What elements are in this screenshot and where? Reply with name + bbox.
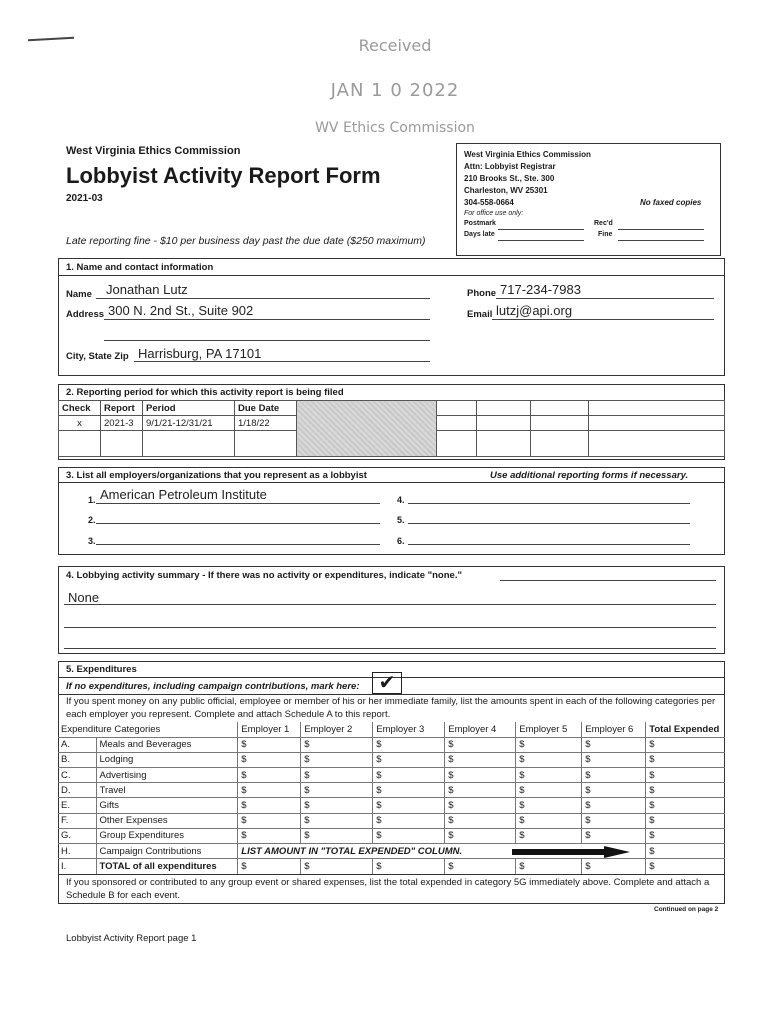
form-title: Lobbyist Activity Report Form [66, 163, 381, 188]
amount-cell[interactable]: $ [445, 828, 516, 843]
employer-2-field[interactable] [96, 523, 380, 524]
amount-cell[interactable]: $ [582, 768, 646, 783]
email-value[interactable]: lutzj@api.org [496, 303, 573, 318]
employer-4-field[interactable] [408, 503, 690, 504]
corner-mark [28, 37, 74, 41]
row-total-expenditures: TOTAL of all expenditures [96, 859, 238, 874]
stamp-date: JAN 1 0 2022 [330, 80, 460, 101]
amount-cell[interactable]: $ [445, 737, 516, 752]
col-categories: Expenditure Categories [58, 722, 238, 737]
email-label: Email [467, 309, 493, 320]
total-emp6[interactable]: $ [582, 859, 646, 874]
row-letter: H. [58, 844, 96, 859]
amount-cell[interactable]: $ [646, 783, 725, 798]
section-3-heading: 3. List all employers/organizations that you represent as a lobbyist [66, 470, 367, 481]
days-late-label: Days late [464, 231, 495, 238]
total-emp3[interactable]: $ [373, 859, 445, 874]
amount-cell[interactable]: $ [646, 737, 725, 752]
row-letter: F. [58, 813, 96, 828]
expenditure-row [58, 813, 725, 828]
col-report: Report [101, 401, 143, 416]
amount-cell[interactable]: $ [445, 768, 516, 783]
activity-summary-value[interactable]: None [68, 590, 100, 605]
amount-cell[interactable]: $ [301, 783, 373, 798]
col-employer-3: Employer 3 [373, 722, 445, 737]
row-category: Lodging [96, 752, 238, 767]
expenditure-instructions: If you spent money on any public official, employee or member of his or her immediate family, list the amounts spent in each of the following categories per each employer you represent. Complete and attach Schedule A to this report. [66, 696, 716, 720]
amount-cell[interactable]: $ [646, 752, 725, 767]
amount-cell[interactable]: $ [238, 737, 301, 752]
amount-cell[interactable]: $ [238, 783, 301, 798]
total-emp4[interactable]: $ [445, 859, 516, 874]
amount-cell[interactable]: $ [516, 813, 582, 828]
col-employer-5: Employer 5 [516, 722, 582, 737]
amount-cell[interactable]: $ [516, 752, 582, 767]
col-employer-4: Employer 4 [445, 722, 516, 737]
row-category: Advertising [96, 768, 238, 783]
mail-phone: 304-558-0664 [464, 198, 514, 207]
amount-cell[interactable]: $ [238, 752, 301, 767]
amount-cell[interactable]: $ [445, 813, 516, 828]
mail-line-1: West Virginia Ethics Commission [464, 150, 591, 159]
amount-cell[interactable]: $ [516, 828, 582, 843]
expenditure-row [58, 768, 725, 783]
amount-cell[interactable]: $ [445, 798, 516, 813]
amount-cell[interactable]: $ [646, 813, 725, 828]
col-employer-1: Employer 1 [238, 722, 301, 737]
additional-forms-note: Use additional reporting forms if necessary. [490, 470, 689, 481]
amount-cell[interactable]: $ [516, 798, 582, 813]
group-event-note: If you sponsored or contributed to any group event or shared expenses, list the total expended in category 5G immediately above. Complete and attach a Schedule B for each event. [66, 877, 710, 901]
postmark-label: Postmark [464, 220, 496, 227]
row-campaign-contributions: Campaign Contributions [96, 844, 238, 859]
due-date-value: 1/18/22 [235, 416, 297, 431]
col-employer-2: Employer 2 [301, 722, 373, 737]
amount-cell[interactable]: $ [301, 737, 373, 752]
report-value: 2021-3 [101, 416, 143, 431]
mail-line-4: Charleston, WV 25301 [464, 186, 548, 195]
expenditures-table [58, 722, 725, 874]
form-number: 2021-03 [66, 193, 103, 204]
amount-cell[interactable]: $ [301, 813, 373, 828]
employer-num-3: 3. [88, 536, 96, 546]
employer-1-value[interactable]: American Petroleum Institute [100, 487, 267, 502]
amount-cell[interactable]: $ [582, 752, 646, 767]
employer-num-5: 5. [397, 515, 405, 525]
amount-cell[interactable]: $ [373, 828, 445, 843]
mail-line-3: 210 Brooks St., Ste. 300 [464, 174, 555, 183]
amount-cell[interactable]: $ [373, 752, 445, 767]
row-letter: C. [58, 768, 96, 783]
recd-label: Rec'd [594, 220, 613, 227]
col-total: Total Expended [646, 722, 725, 737]
employer-3-field[interactable] [96, 544, 380, 545]
expenditure-row [58, 798, 725, 813]
amount-cell[interactable]: $ [301, 768, 373, 783]
employer-num-6: 6. [397, 536, 405, 546]
fine-label: Fine [598, 231, 613, 238]
row-category: Travel [96, 783, 238, 798]
reporting-period-table [58, 400, 725, 457]
row-letter: D. [58, 783, 96, 798]
no-expenditures-checkbox[interactable] [372, 672, 402, 694]
expenditure-row [58, 783, 725, 798]
employer-6-field[interactable] [408, 544, 690, 545]
row-letter: G. [58, 828, 96, 843]
check-mark: ✔ [378, 672, 396, 694]
employer-num-4: 4. [397, 495, 405, 505]
amount-cell[interactable]: $ [445, 752, 516, 767]
address-value[interactable]: 300 N. 2nd St., Suite 902 [108, 303, 254, 318]
amount-cell[interactable]: $ [238, 798, 301, 813]
section-2-heading: 2. Reporting period for which this activity report is being filed [66, 387, 344, 398]
amount-cell[interactable]: $ [373, 737, 445, 752]
employer-5-field[interactable] [408, 523, 690, 524]
redacted-area [297, 401, 437, 457]
amount-cell[interactable]: $ [301, 828, 373, 843]
amount-cell[interactable]: $ [373, 783, 445, 798]
amount-cell[interactable]: $ [646, 828, 725, 843]
expenditure-row [58, 752, 725, 767]
name-label: Name [66, 289, 92, 300]
total-all[interactable]: $ [649, 861, 655, 873]
amount-cell[interactable]: $ [646, 768, 725, 783]
page-footer: Lobbyist Activity Report page 1 [66, 933, 197, 944]
amount-cell[interactable]: $ [582, 813, 646, 828]
row-letter: E. [58, 798, 96, 813]
city-state-zip-value[interactable]: Harrisburg, PA 17101 [138, 346, 262, 361]
stamp-office: WV Ethics Commission [315, 120, 475, 136]
amount-cell[interactable]: $ [516, 737, 582, 752]
campaign-note-cell [238, 844, 582, 859]
mail-line-2: Attn: Lobbyist Registrar [464, 162, 556, 171]
expenditure-row [58, 737, 725, 752]
total-emp5[interactable]: $ [516, 859, 582, 874]
late-fine-note: Late reporting fine - $10 per business day past the due date ($250 maximum) [66, 235, 426, 247]
col-period: Period [143, 401, 235, 416]
stamp-received: Received [358, 36, 432, 55]
row-category: Meals and Beverages [96, 737, 238, 752]
section-1-heading: 1. Name and contact information [66, 262, 214, 273]
amount-cell[interactable]: $ [516, 768, 582, 783]
no-faxed-copies: No faxed copies [640, 198, 702, 207]
amount-cell[interactable]: $ [582, 798, 646, 813]
campaign-total[interactable]: $ [646, 844, 725, 859]
phone-value[interactable]: 717-234-7983 [500, 282, 581, 297]
amount-cell[interactable]: $ [646, 798, 725, 813]
row-category: Group Expenditures [96, 828, 238, 843]
expenditure-row [58, 828, 725, 843]
amount-cell[interactable]: $ [582, 828, 646, 843]
employer-num-1: 1. [88, 495, 96, 505]
row-letter: I. [58, 859, 96, 874]
section-5-heading: 5. Expenditures [66, 664, 137, 675]
continued-note: Continued on page 2 [654, 906, 719, 913]
check-value[interactable]: x [59, 416, 101, 431]
city-state-zip-label: City, State Zip [66, 351, 129, 362]
amount-cell[interactable]: $ [238, 813, 301, 828]
amount-cell[interactable]: $ [373, 813, 445, 828]
col-check: Check [59, 401, 101, 416]
amount-cell[interactable]: $ [373, 798, 445, 813]
row-letter: B. [58, 752, 96, 767]
address-label: Address [66, 309, 105, 320]
total-emp1[interactable]: $ [238, 859, 301, 874]
amount-cell[interactable]: $ [516, 783, 582, 798]
amount-cell[interactable]: $ [301, 752, 373, 767]
campaign-note: LIST AMOUNT IN "TOTAL EXPENDED" COLUMN. [241, 845, 463, 857]
amount-cell[interactable]: $ [582, 783, 646, 798]
amount-cell[interactable]: $ [373, 768, 445, 783]
org-name: West Virginia Ethics Commission [66, 145, 241, 157]
amount-cell[interactable]: $ [238, 828, 301, 843]
row-letter: A. [58, 737, 96, 752]
amount-cell[interactable]: $ [301, 798, 373, 813]
col-employer-6: Employer 6 [582, 722, 646, 737]
period-value: 9/1/21-12/31/21 [143, 416, 235, 431]
name-value[interactable]: Jonathan Lutz [106, 282, 188, 297]
office-use-label: For office use only: [464, 210, 524, 217]
amount-cell[interactable]: $ [238, 768, 301, 783]
amount-cell[interactable]: $ [582, 737, 646, 752]
row-category: Other Expenses [96, 813, 238, 828]
section-4-heading: 4. Lobbying activity summary - If there was no activity or expenditures, indicate "none." [66, 570, 462, 581]
employer-num-2: 2. [88, 515, 96, 525]
amount-cell[interactable]: $ [445, 783, 516, 798]
phone-label: Phone [467, 288, 497, 299]
total-emp2[interactable]: $ [301, 859, 373, 874]
arrow-right-icon [512, 846, 632, 858]
col-due-date: Due Date [235, 401, 297, 416]
no-expenditures-label: If no expenditures, including campaign contributions, mark here: [66, 681, 360, 692]
row-category: Gifts [96, 798, 238, 813]
